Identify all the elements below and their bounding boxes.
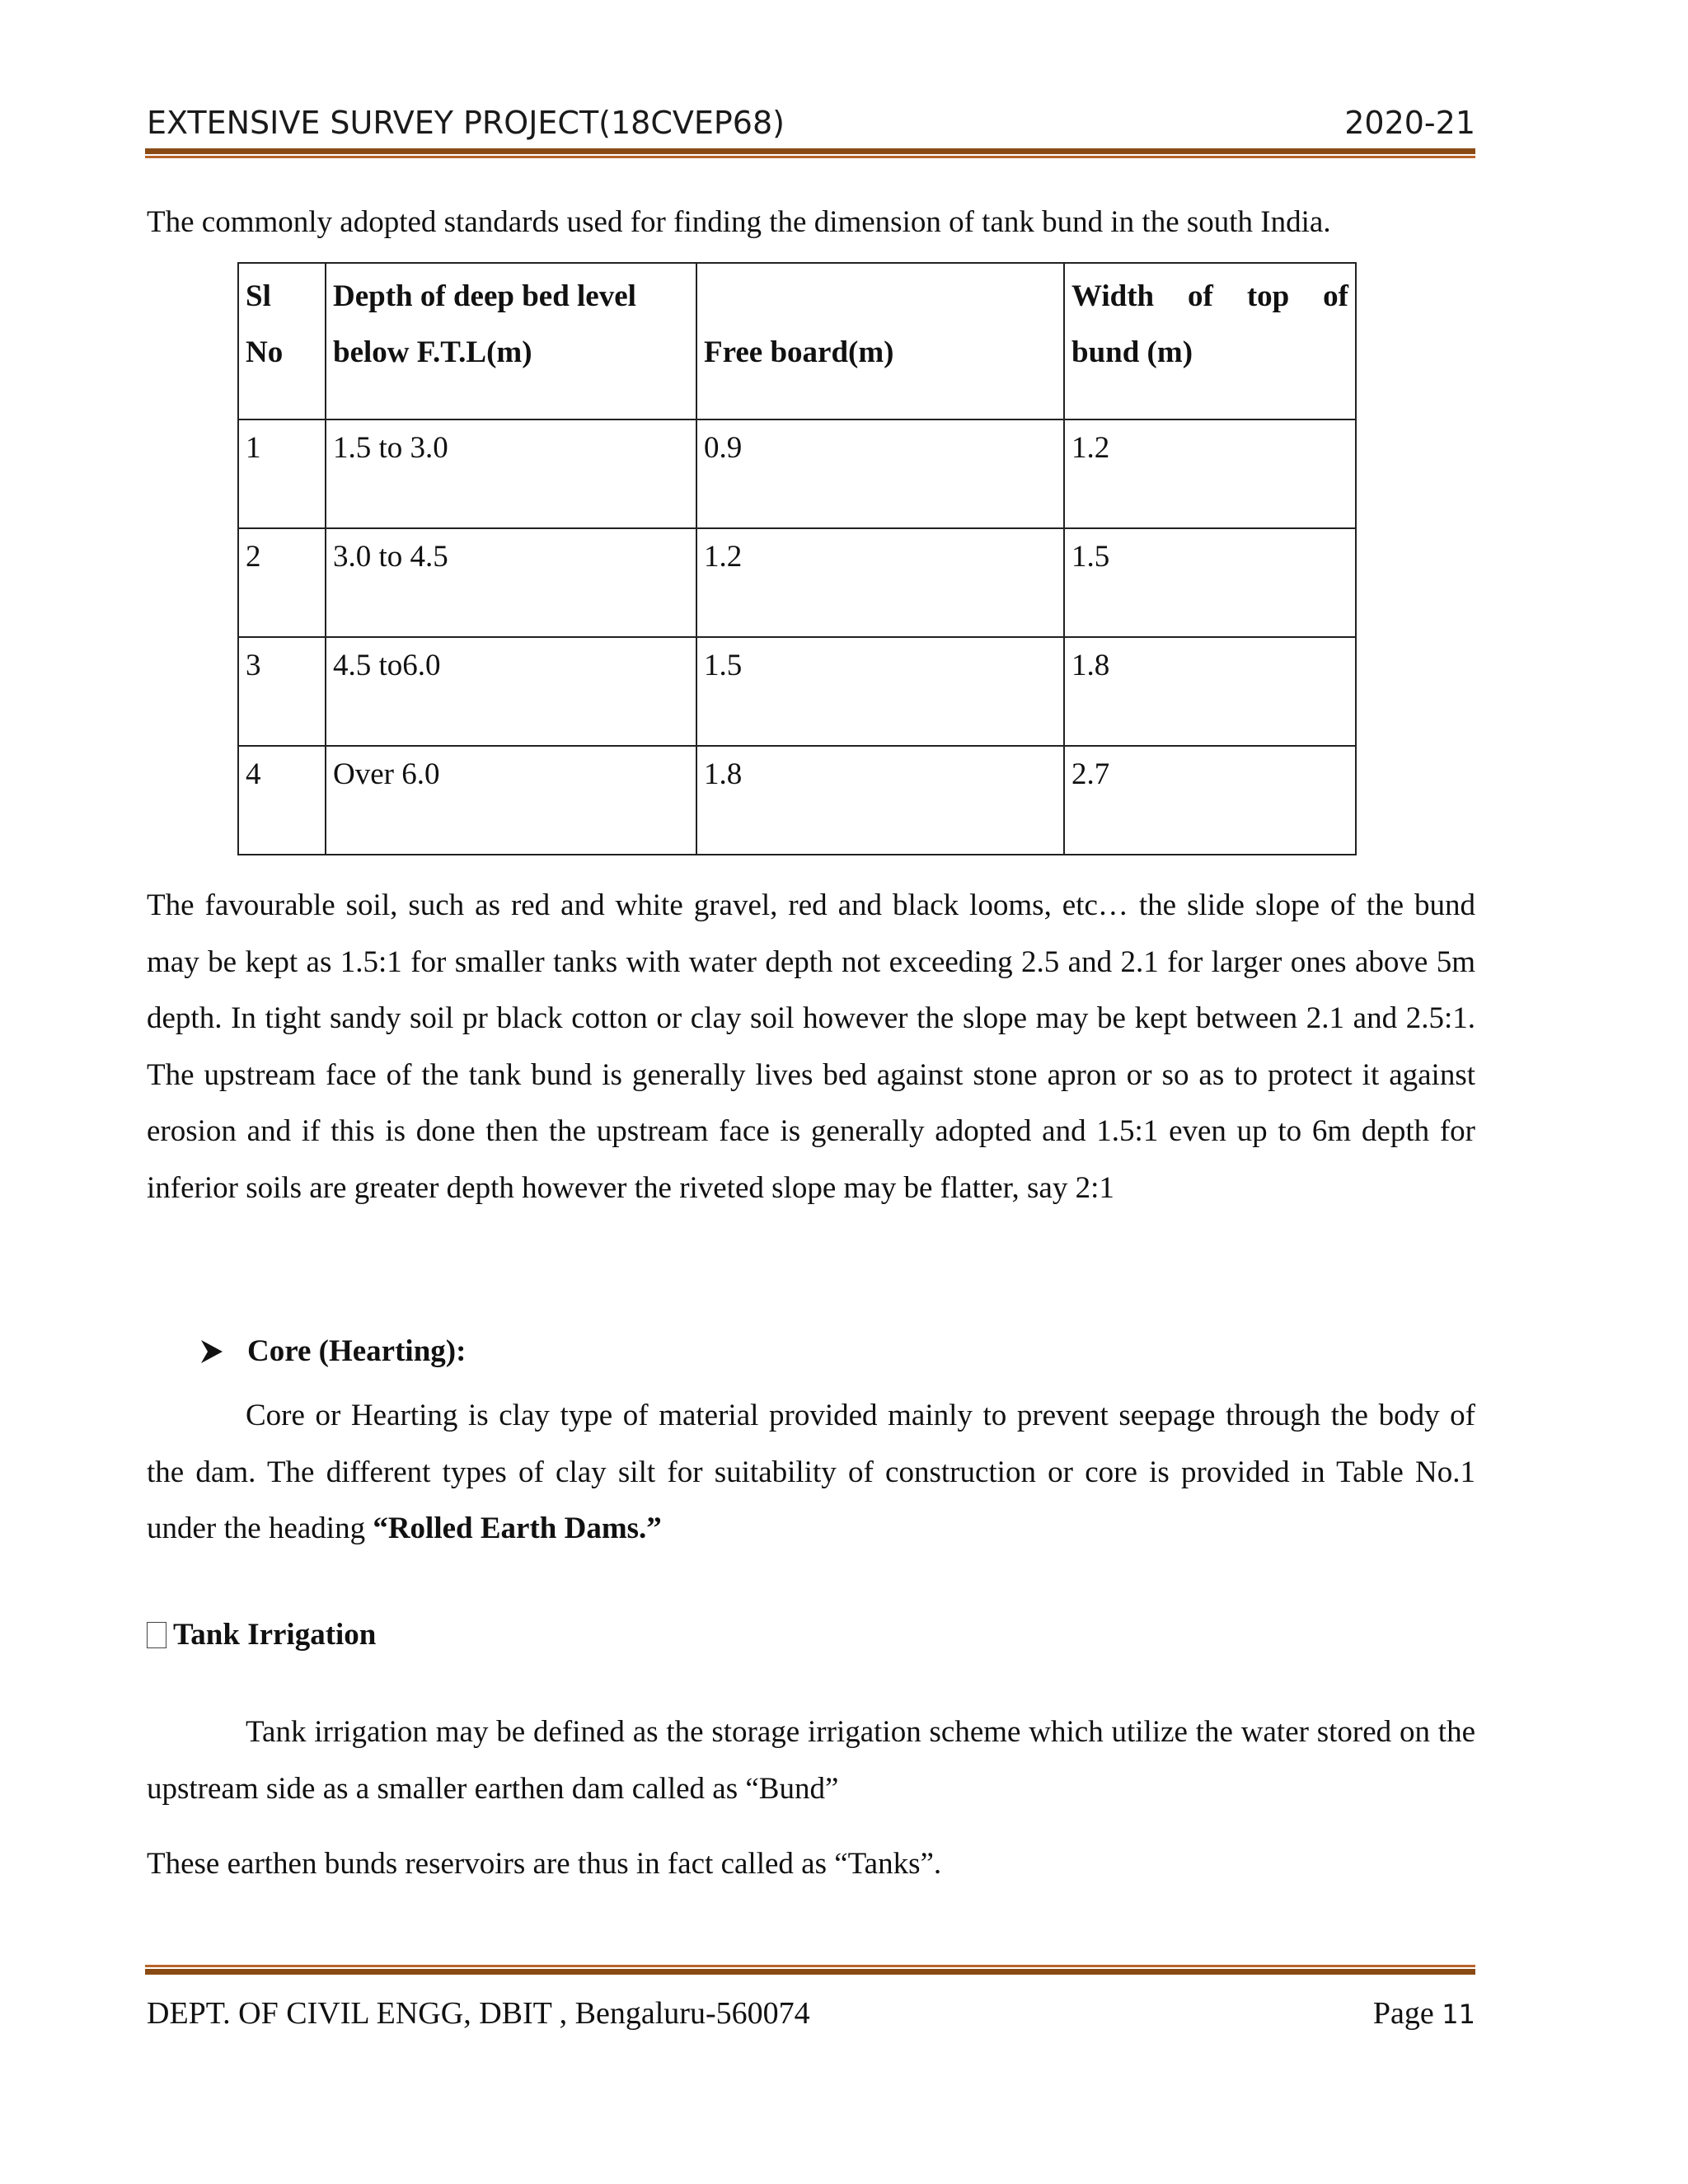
cell-sl: 1 xyxy=(238,419,326,528)
core-paragraph xyxy=(147,1388,1475,1558)
header-title: EXTENSIVE SURVEY PROJECT(18CVEP68) xyxy=(147,105,785,141)
cell-free-board: 0.9 xyxy=(696,419,1064,528)
header-depth-line2: below F.T.L(m) xyxy=(333,335,532,369)
table-header-row xyxy=(238,263,1356,419)
page-label: Page xyxy=(1372,1996,1434,2031)
table-row xyxy=(238,419,1356,528)
cell-width: 1.5 xyxy=(1064,528,1356,637)
footer-rule-thick xyxy=(145,1969,1475,1975)
table-row xyxy=(238,637,1356,746)
page-number-value: 11 xyxy=(1442,1999,1475,2030)
header-rule-thick xyxy=(145,148,1475,154)
header-width-line1: Width of top of xyxy=(1071,279,1348,313)
core-heading-text: Core (Hearting): xyxy=(247,1334,467,1368)
cell-sl: 2 xyxy=(238,528,326,637)
header-free-board-label: Free board(m) xyxy=(704,335,894,369)
header-sl-line2: No xyxy=(246,335,284,369)
tank-paragraph: Tank irrigation may be defined as the storage irrigation scheme which utilize the water stored on the upstream side as a smaller earthen dam called as “Bund” xyxy=(147,1715,1475,1806)
cell-depth: 1.5 to 3.0 xyxy=(326,419,696,528)
missing-glyph-box-icon xyxy=(147,1622,166,1648)
intro-text: The commonly adopted standards used for finding the dimension of tank bund in the south India. xyxy=(147,205,1331,239)
footer-dept: DEPT. OF CIVIL ENGG, DBIT , Bengaluru-560074 xyxy=(147,1996,810,2031)
tank-heading-text: Tank Irrigation xyxy=(173,1618,377,1652)
header-sl-line1: Sl xyxy=(246,279,271,313)
header-sl-no xyxy=(238,263,326,419)
soil-paragraph: The favourable soil, such as red and white gravel, red and black looms, etc… the slide slope of the bund may be kept as 1.5:1 for smaller tanks with water depth not exceeding 2.5 and 2.1 for larger ones above 5m depth. In tight sandy soil pr black cotton or clay soil however the slope may be kept between 2.1 and 2.5:1. The upstream face of the tank bund is generally lives bed against stone apron or so as to protect it against erosion and if this is done then the upstream face is generally adopted and 1.5:1 even up to 6m depth for inferior soils are greater depth however the riveted slope may be flatter, say 2:1 xyxy=(147,888,1475,1205)
header-width xyxy=(1064,263,1356,419)
header-width-line2: bund (m) xyxy=(1071,335,1193,369)
cell-free-board: 1.2 xyxy=(696,528,1064,637)
cell-width: 1.8 xyxy=(1064,637,1356,746)
page-number xyxy=(1373,1995,1475,2032)
core-heading xyxy=(198,1333,466,1369)
cell-width: 2.7 xyxy=(1064,746,1356,855)
cell-free-board: 1.8 xyxy=(696,746,1064,855)
cell-depth: 4.5 to6.0 xyxy=(326,637,696,746)
tank-bund-standards-table xyxy=(237,262,1357,855)
cell-sl: 4 xyxy=(238,746,326,855)
cell-free-board: 1.5 xyxy=(696,637,1064,746)
core-paragraph-text: Core or Hearting is clay type of material provided mainly to prevent seepage through the body of the dam. The different types of clay silt for suitability of construction or core is provided in Table No.1 under the heading xyxy=(147,1399,1475,1545)
page-header xyxy=(147,102,1475,143)
header-rule-thin xyxy=(145,156,1475,158)
footer-rule-thin xyxy=(145,1965,1475,1967)
tank-irrigation-heading xyxy=(147,1617,376,1652)
header-depth xyxy=(326,263,696,419)
cell-sl: 3 xyxy=(238,637,326,746)
cell-depth: Over 6.0 xyxy=(326,746,696,855)
tank-paragraph-2: These earthen bunds reservoirs are thus in fact called as “Tanks”. xyxy=(147,1847,942,1881)
cell-width: 1.2 xyxy=(1064,419,1356,528)
page-footer xyxy=(147,1993,1475,2034)
header-depth-line1: Depth of deep bed level xyxy=(333,279,636,313)
arrow-bullet-icon xyxy=(198,1338,226,1366)
cell-depth: 3.0 to 4.5 xyxy=(326,528,696,637)
header-free-board xyxy=(696,263,1064,419)
table-row xyxy=(238,746,1356,855)
table-row xyxy=(238,528,1356,637)
core-paragraph-bold: “Rolled Earth Dams.” xyxy=(373,1511,662,1545)
header-year: 2020-21 xyxy=(1344,105,1475,141)
